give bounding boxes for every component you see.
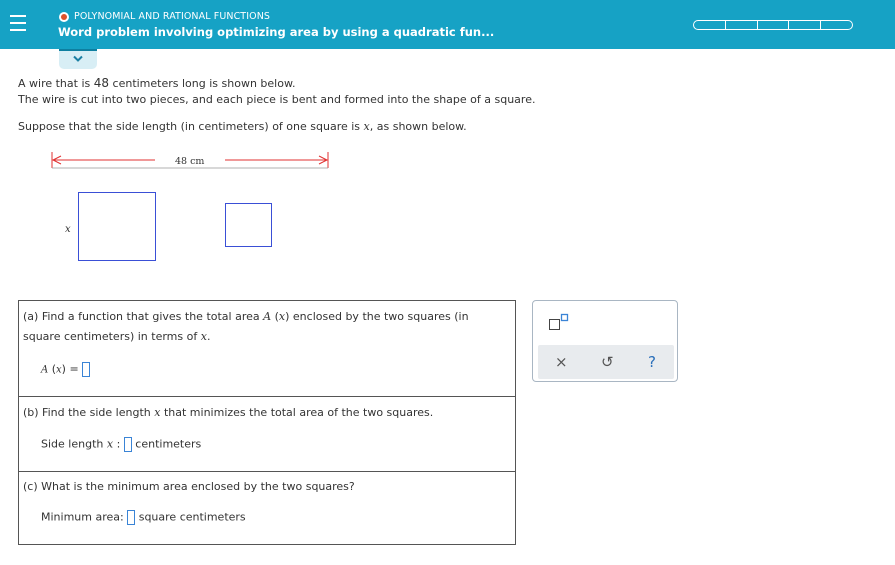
square-remaining bbox=[226, 204, 272, 247]
variable-x: x bbox=[106, 437, 114, 451]
part-b-question bbox=[23, 406, 433, 419]
minimum-area-label: Minimum area: bbox=[41, 510, 124, 524]
part-a-answer-input[interactable] bbox=[82, 362, 90, 377]
math-tool-panel bbox=[532, 300, 678, 382]
expand-header-button[interactable] bbox=[59, 49, 97, 69]
status-dot-icon bbox=[59, 12, 69, 22]
page-title: Word problem involving optimizing area by using a quadratic fun... bbox=[58, 25, 495, 39]
tool-button-row bbox=[538, 345, 674, 379]
chevron-down-icon bbox=[72, 55, 84, 63]
part-b-answer-row bbox=[41, 437, 201, 452]
part-c-answer-input[interactable] bbox=[127, 510, 135, 525]
clear-button[interactable]: × bbox=[555, 353, 568, 371]
problem-line-3 bbox=[18, 120, 467, 133]
problem-line-2: The wire is cut into two pieces, and each piece is bent and formed into the shape of a square. bbox=[18, 93, 536, 106]
unit-label: square centimeters bbox=[138, 510, 246, 524]
function-arg: x bbox=[278, 310, 286, 323]
part-c-answer-row bbox=[41, 510, 246, 525]
problem-text: Suppose that the side length (in centimeters) of one square is bbox=[18, 120, 364, 133]
function-name: A bbox=[263, 310, 272, 323]
superscript-template-icon[interactable] bbox=[548, 313, 570, 331]
question-text: . bbox=[206, 330, 211, 343]
problem-text: A wire that is bbox=[18, 77, 94, 90]
variable-x: x bbox=[200, 330, 207, 343]
undo-button[interactable]: ↺ bbox=[601, 353, 614, 371]
help-button[interactable]: ? bbox=[648, 353, 656, 371]
unit-label: centimeters bbox=[135, 437, 202, 451]
part-b-answer-input[interactable] bbox=[124, 437, 132, 452]
answer-function-name: A bbox=[41, 364, 49, 376]
answer-function-arg: x bbox=[56, 364, 62, 376]
progress-segment bbox=[789, 21, 821, 29]
wire-length-value: 48 bbox=[93, 76, 110, 90]
progress-segment bbox=[726, 21, 758, 29]
problem-line-1 bbox=[18, 76, 295, 90]
top-bar bbox=[0, 0, 895, 49]
colon: : bbox=[116, 437, 121, 451]
variable-x: x bbox=[154, 406, 161, 419]
part-a-question-line-1: (a) Find a function that gives the total area A (x) enclosed by the two squares (in bbox=[23, 310, 469, 323]
question-text: square centimeters) in terms of bbox=[23, 330, 201, 343]
variable-x: x bbox=[363, 120, 370, 133]
part-c-question: (c) What is the minimum area enclosed by the two squares? bbox=[23, 480, 355, 493]
equals-sign: = bbox=[69, 362, 79, 376]
wire-length-label: 48 cm bbox=[175, 156, 205, 167]
wire-diagram bbox=[0, 140, 360, 270]
progress-segment bbox=[758, 21, 790, 29]
question-text: (a) Find a function that gives the total area bbox=[23, 310, 264, 323]
question-text: that minimizes the total area of the two squares. bbox=[160, 406, 434, 419]
problem-text: centimeters long is shown below. bbox=[109, 77, 296, 90]
topic-label: POLYNOMIAL AND RATIONAL FUNCTIONS bbox=[74, 11, 271, 22]
question-text: (b) Find the side length bbox=[23, 406, 155, 419]
part-a-question-line-2 bbox=[23, 330, 210, 343]
side-length-label: Side length bbox=[41, 437, 107, 451]
progress-bar bbox=[693, 20, 853, 30]
problem-text: , as shown below. bbox=[369, 120, 467, 133]
square-x bbox=[79, 193, 156, 261]
progress-segment bbox=[694, 21, 726, 29]
progress-segment bbox=[821, 21, 852, 29]
part-a-answer-row: A (x) = bbox=[41, 362, 90, 377]
side-length-label: x bbox=[65, 224, 71, 235]
question-text: enclosed by the two squares (in bbox=[289, 310, 469, 323]
menu-icon[interactable] bbox=[10, 15, 26, 35]
